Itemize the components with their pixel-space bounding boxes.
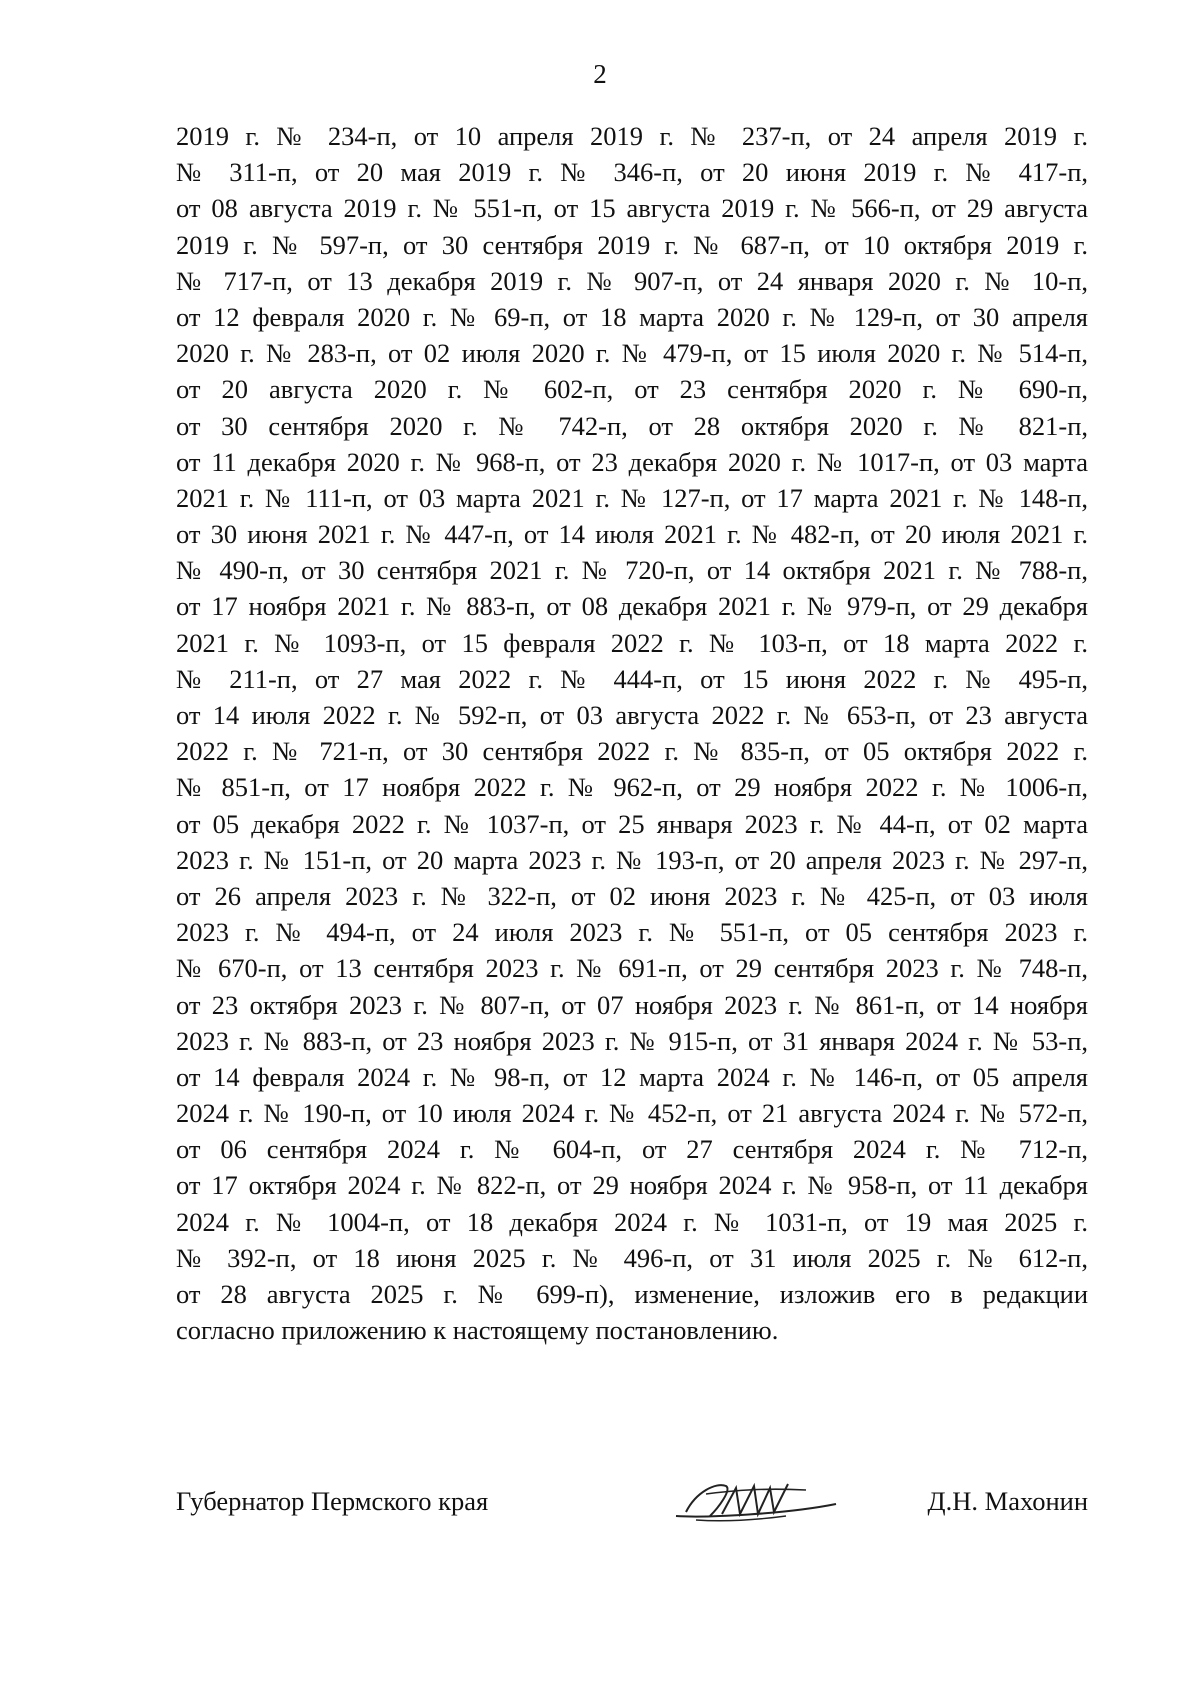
body-line: от 23 октября 2023 г. № 807-п, от 07 ноября 2023 г. № 861-п, от 14 ноября (176, 989, 1088, 1020)
body-line: 2023 г. № 151-п, от 20 марта 2023 г. № 193-п, от 20 апреля 2023 г. № 297-п, (176, 844, 1088, 875)
body-line: от 17 ноября 2021 г. № 883-п, от 08 декабря 2021 г. № 979-п, от 29 декабря (176, 591, 1088, 622)
body-line: от 11 декабря 2020 г. № 968-п, от 23 декабря 2020 г. № 1017-п, от 03 марта (176, 446, 1088, 477)
body-line: 2019 г. № 597-п, от 30 сентября 2019 г. № 687-п, от 10 октября 2019 г. (176, 229, 1088, 260)
body-line: № 717-п, от 13 декабря 2019 г. № 907-п, от 24 января 2020 г. № 10-п, (176, 265, 1088, 296)
body-line: № 851-п, от 17 ноября 2022 г. № 962-п, от 29 ноября 2022 г. № 1006-п, (176, 772, 1088, 803)
body-line: от 14 июля 2022 г. № 592-п, от 03 августа 2022 г. № 653-п, от 23 августа (176, 700, 1088, 730)
body-line: 2021 г. № 111-п, от 03 марта 2021 г. № 127-п, от 17 марта 2021 г. № 148-п, (176, 482, 1088, 513)
body-line: согласно приложению к настоящему постановлению. (176, 1315, 779, 1346)
body-line: 2019 г. № 234-п, от 10 апреля 2019 г. № 237-п, от 24 апреля 2019 г. (176, 121, 1088, 151)
body-line: № 490-п, от 30 сентября 2021 г. № 720-п, от 14 октября 2021 г. № 788-п, (176, 555, 1088, 586)
body-line: от 30 сентября 2020 г. № 742-п, от 28 октября 2020 г. № 821-п, (176, 410, 1088, 441)
signatory-name: Д.Н. Махонин (927, 1486, 1088, 1516)
body-line: № 211-п, от 27 мая 2022 г. № 444-п, от 15 июня 2022 г. № 495-п, (176, 663, 1088, 694)
body-line: 2022 г. № 721-п, от 30 сентября 2022 г. № 835-п, от 05 октября 2022 г. (176, 736, 1088, 767)
body-paragraph (176, 118, 1088, 1348)
body-line: от 14 февраля 2024 г. № 98-п, от 12 марта 2024 г. № 146-п, от 05 апреля (176, 1061, 1088, 1092)
body-line: от 30 июня 2021 г. № 447-п, от 14 июля 2021 г. № 482-п, от 20 июля 2021 г. (176, 519, 1088, 550)
body-line: от 06 сентября 2024 г. № 604-п, от 27 сентября 2024 г. № 712-п, (176, 1134, 1088, 1165)
body-line: № 311-п, от 20 мая 2019 г. № 346-п, от 20 июня 2019 г. № 417-п, (176, 157, 1088, 188)
body-line: от 28 августа 2025 г. № 699-п), изменение, изложив его в редакции (176, 1279, 1088, 1309)
signature-block (176, 1472, 1088, 1532)
body-line: 2023 г. № 883-п, от 23 ноября 2023 г. № 915-п, от 31 января 2024 г. № 53-п, (176, 1025, 1088, 1056)
body-line: 2021 г. № 1093-п, от 15 февраля 2022 г. № 103-п, от 18 марта 2022 г. (176, 627, 1088, 658)
handwritten-signature (666, 1472, 846, 1532)
body-line: 2023 г. № 494-п, от 24 июля 2023 г. № 551-п, от 05 сентября 2023 г. (176, 917, 1088, 948)
body-line: 2024 г. № 190-п, от 10 июля 2024 г. № 452-п, от 21 августа 2024 г. № 572-п, (176, 1098, 1088, 1129)
body-line: от 20 августа 2020 г. № 602-п, от 23 сентября 2020 г. № 690-п, (176, 374, 1088, 405)
page-number: 2 (593, 59, 607, 89)
body-line: от 12 февраля 2020 г. № 69-п, от 18 марта 2020 г. № 129-п, от 30 апреля (176, 301, 1088, 332)
body-line: от 08 августа 2019 г. № 551-п, от 15 августа 2019 г. № 566-п, от 29 августа (176, 193, 1088, 224)
body-line: от 26 апреля 2023 г. № 322-п, от 02 июня 2023 г. № 425-п, от 03 июля (176, 880, 1088, 911)
body-line: 2024 г. № 1004-п, от 18 декабря 2024 г. № 1031-п, от 19 мая 2025 г. (176, 1206, 1088, 1237)
body-line: от 05 декабря 2022 г. № 1037-п, от 25 января 2023 г. № 44-п, от 02 марта (176, 808, 1088, 839)
body-line: № 670-п, от 13 сентября 2023 г. № 691-п, от 29 сентября 2023 г. № 748-п, (176, 953, 1088, 984)
body-line: от 17 октября 2024 г. № 822-п, от 29 ноября 2024 г. № 958-п, от 11 декабря (176, 1170, 1088, 1201)
body-line: № 392-п, от 18 июня 2025 г. № 496-п, от 31 июля 2025 г. № 612-п, (176, 1242, 1088, 1273)
body-line: 2020 г. № 283-п, от 02 июля 2020 г. № 479-п, от 15 июля 2020 г. № 514-п, (176, 338, 1088, 369)
signatory-position: Губернатор Пермского края (176, 1486, 489, 1516)
